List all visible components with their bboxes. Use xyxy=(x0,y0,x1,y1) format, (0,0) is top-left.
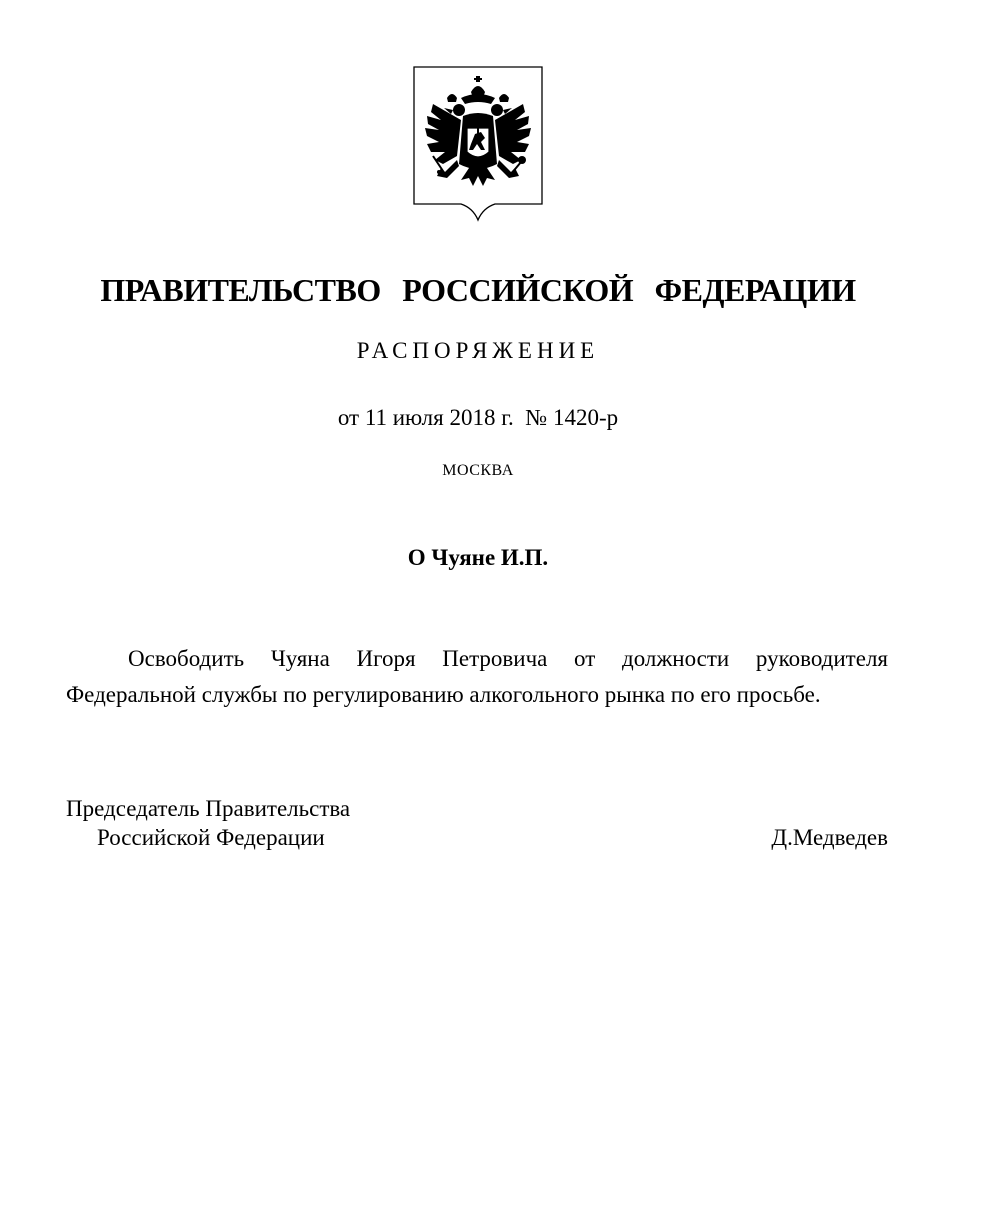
government-title: ПРАВИТЕЛЬСТВО РОССИЙСКОЙ ФЕДЕРАЦИИ xyxy=(100,272,856,308)
document-body: Освободить Чуяна Игоря Петровича от должности руководителя Федеральной службы по регулированию алкогольного рынка по его просьбе. xyxy=(66,646,888,707)
document-date-number: от 11 июля 2018 г. № 1420-р xyxy=(337,405,619,430)
signatory-position-line1: Председатель Правительства xyxy=(66,796,351,821)
document-city: МОСКВА xyxy=(442,462,514,479)
signatory-position-line2: Российской Федерации xyxy=(97,825,325,850)
document-type: РАСПОРЯЖЕНИЕ xyxy=(356,338,600,363)
signatory-name: Д.Медведев xyxy=(771,825,888,850)
russian-coat-of-arms-icon xyxy=(411,64,545,222)
document-subject: О Чуяне И.П. xyxy=(407,545,549,570)
